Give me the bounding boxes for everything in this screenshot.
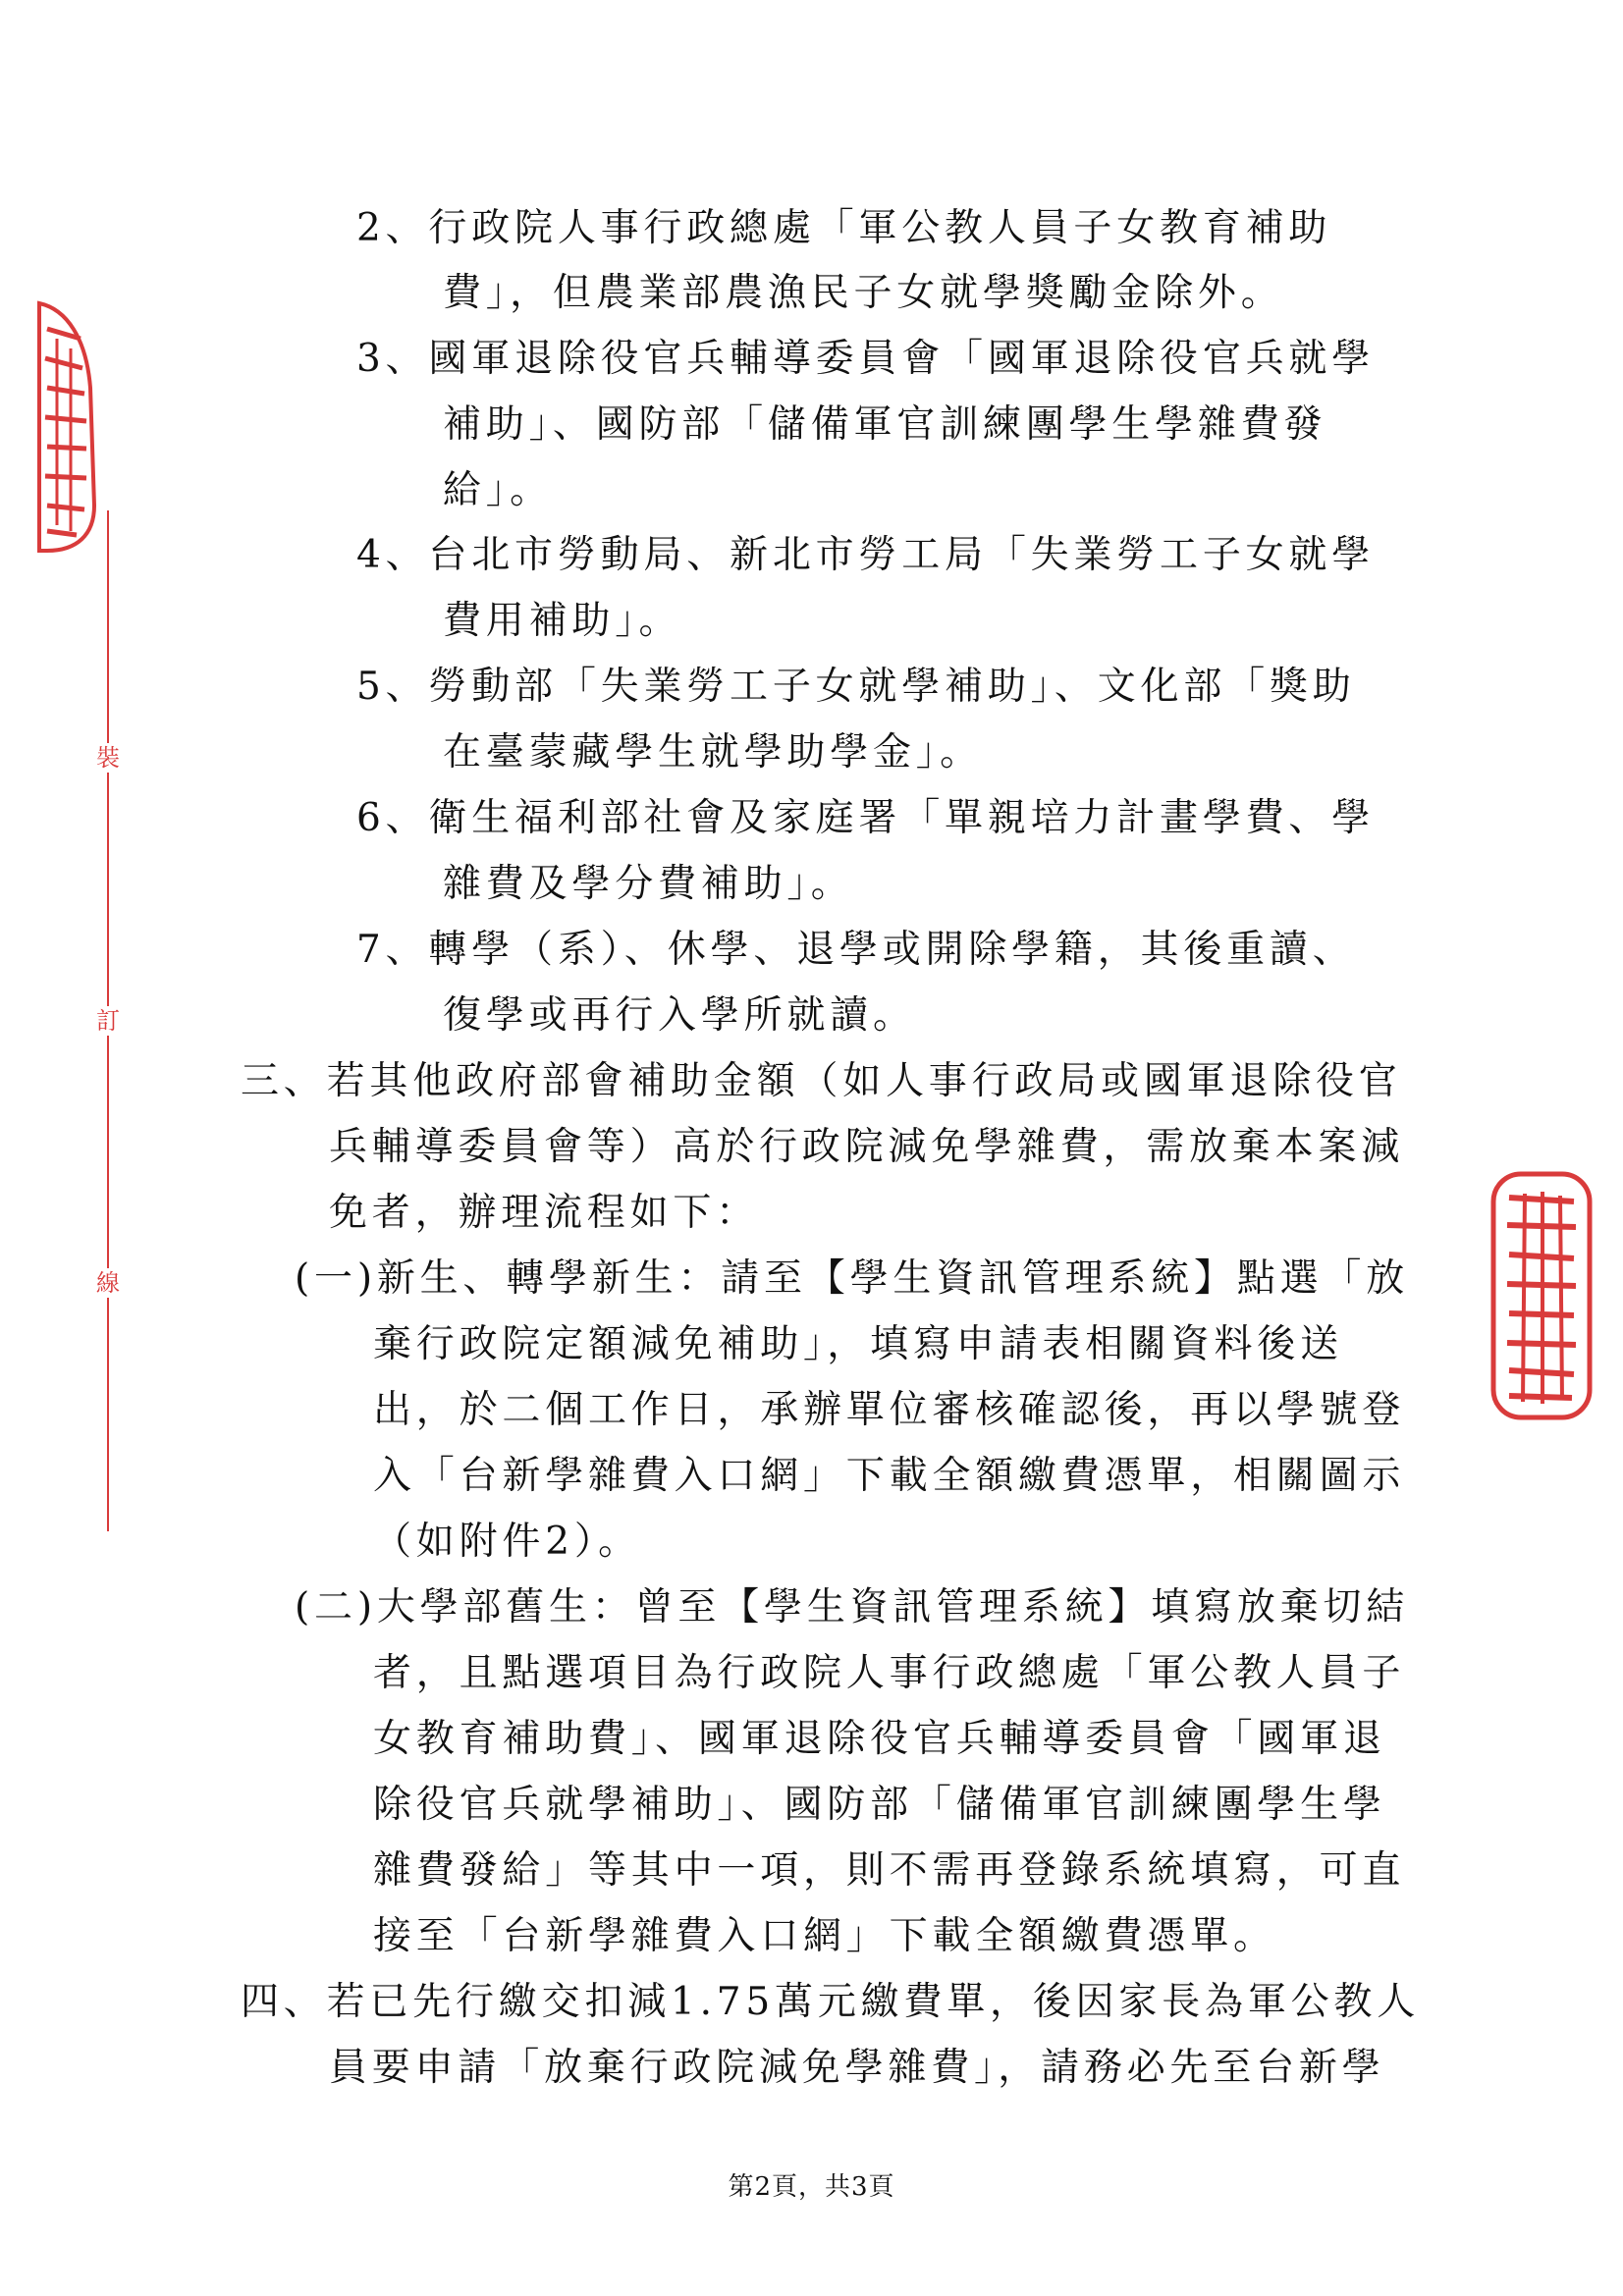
- page-number: 第2頁，共3頁: [728, 2172, 895, 2202]
- subsection-1-cont: 棄行政院定額減免補助」，填寫申請表相關資料後送: [373, 1322, 1343, 1366]
- list-item-4-cont: 費用補助」。: [443, 599, 682, 643]
- subsection-1: (一)新生、轉學新生：請至【學生資訊管理系統】點選「放: [295, 1256, 1410, 1301]
- list-item-5-cont: 在臺蒙藏學生就學助學金」。: [443, 730, 983, 774]
- list-item-3-cont: 補助」、國防部「儲備軍官訓練團學生學雜費發: [443, 402, 1327, 447]
- list-item-2: 2、行政院人事行政總處「軍公教人員子女教育補助: [356, 206, 1332, 250]
- section-4: 四、若已先行繳交扣減1.75萬元繳費單，後因家長為軍公教人: [241, 1980, 1421, 2024]
- list-item-6: 6、衛生福利部社會及家庭署「單親培力計畫學費、學: [356, 796, 1376, 840]
- binding-label-ding: 訂: [96, 1007, 120, 1035]
- list-item-4: 4、台北市勞動局、新北市勞工局「失業勞工子女就學: [356, 533, 1376, 577]
- list-item-7: 7、轉學（系）、休學、退學或開除學籍，其後重讀、: [356, 928, 1356, 972]
- list-item-5: 5、勞動部「失業勞工子女就學補助」、文化部「獎助: [356, 665, 1356, 709]
- section-3: 三、若其他政府部會補助金額（如人事行政局或國軍退除役官: [241, 1059, 1402, 1103]
- list-item-6-cont: 雜費及學分費補助」。: [443, 862, 854, 906]
- subsection-1-cont: 出，於二個工作日，承辦單位審核確認後，再以學號登: [373, 1388, 1406, 1432]
- subsection-2-cont: 接至「台新學雜費入口網」下載全額繳費憑單。: [373, 1914, 1276, 1958]
- list-item-7-cont: 復學或再行入學所就讀。: [443, 993, 916, 1038]
- list-item-3: 3、國軍退除役官兵輔導委員會「國軍退除役官兵就學: [356, 337, 1376, 381]
- binding-label-zhuang: 裝: [96, 744, 120, 772]
- section-3-cont: 兵輔導委員會等）高於行政院減免學雜費，需放棄本案減: [329, 1125, 1405, 1169]
- seal-right-icon: [1488, 1168, 1596, 1423]
- section-4-cont: 員要申請「放棄行政院減免學雜費」，請務必先至台新學: [329, 2046, 1385, 2090]
- subsection-2-cont: 者，且點選項目為行政院人事行政總處「軍公教人員子: [373, 1651, 1406, 1695]
- subsection-2: (二)大學部舊生：曾至【學生資訊管理系統】填寫放棄切結: [295, 1585, 1410, 1629]
- subsection-2-cont: 除役官兵就學補助」、國防部「儲備軍官訓練團學生學: [373, 1783, 1386, 1827]
- subsection-2-cont: 雜費發給」等其中一項，則不需再登錄系統填寫，可直: [373, 1848, 1406, 1893]
- subsection-2-cont: 女教育補助費」、國軍退除役官兵輔導委員會「國軍退: [373, 1717, 1386, 1761]
- subsection-1-cont: 入「台新學雜費入口網」下載全額繳費憑單，相關圖示: [373, 1454, 1406, 1498]
- subsection-1-cont: （如附件2）。: [373, 1520, 641, 1564]
- seal-left-icon: [37, 299, 98, 555]
- list-item-2-cont: 費」，但農業部農漁民子女就學獎勵金除外。: [443, 271, 1284, 315]
- section-3-cont: 免者，辦理流程如下：: [329, 1191, 760, 1235]
- list-item-3-cont: 給」。: [443, 468, 553, 512]
- binding-label-xian: 線: [96, 1269, 120, 1297]
